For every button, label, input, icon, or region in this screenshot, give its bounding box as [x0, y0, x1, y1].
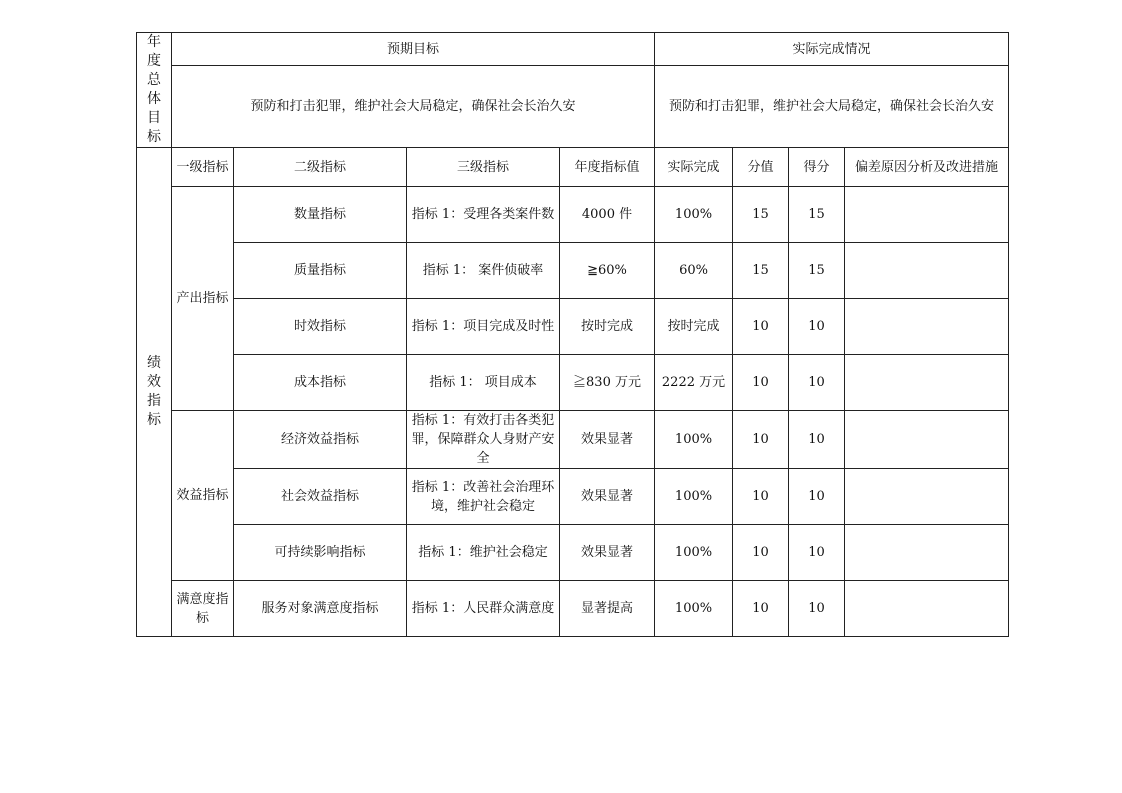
- score-cell: 10: [789, 411, 845, 469]
- score-value-cell: 10: [733, 299, 789, 355]
- deviation-cell: [845, 243, 1009, 299]
- level3-cell: 指标 1：改善社会治理环境，维护社会稳定: [407, 469, 560, 525]
- performance-indicators-label: 绩效指标: [137, 148, 172, 637]
- score-cell: 15: [789, 187, 845, 243]
- score-value-cell: 10: [733, 469, 789, 525]
- actual-cell: 100%: [655, 581, 733, 637]
- actual-cell: 100%: [655, 469, 733, 525]
- score-value-cell: 10: [733, 411, 789, 469]
- level3-cell: 指标 1： 项目成本: [407, 355, 560, 411]
- score-value-cell: 15: [733, 243, 789, 299]
- table-row: [137, 525, 1009, 581]
- score-cell: 10: [789, 525, 845, 581]
- group-output-label: 产出指标: [172, 187, 234, 411]
- performance-table: [136, 32, 1009, 637]
- group-benefit-label: 效益指标: [172, 411, 234, 581]
- deviation-cell: [845, 525, 1009, 581]
- level2-cell: 成本指标: [234, 355, 407, 411]
- score-cell: 10: [789, 581, 845, 637]
- header-annual-value: 年度指标值: [560, 148, 655, 187]
- actual-cell: 60%: [655, 243, 733, 299]
- deviation-cell: [845, 187, 1009, 243]
- level2-cell: 可持续影响指标: [234, 525, 407, 581]
- actual-completion-text: 预防和打击犯罪，维护社会大局稳定，确保社会长治久安: [655, 66, 1009, 148]
- deviation-cell: [845, 469, 1009, 525]
- annual-value-cell: 效果显著: [560, 411, 655, 469]
- table-row: [137, 411, 1009, 469]
- table-row: [137, 581, 1009, 637]
- deviation-cell: [845, 355, 1009, 411]
- deviation-cell: [845, 581, 1009, 637]
- score-value-cell: 10: [733, 355, 789, 411]
- annual-value-cell: ≧60%: [560, 243, 655, 299]
- score-cell: 10: [789, 299, 845, 355]
- annual-value-cell: 按时完成: [560, 299, 655, 355]
- header-actual: 实际完成: [655, 148, 733, 187]
- level3-cell: 指标 1：有效打击各类犯罪，保障群众人身财产安全: [407, 411, 560, 469]
- deviation-cell: [845, 299, 1009, 355]
- score-cell: 10: [789, 469, 845, 525]
- level2-cell: 社会效益指标: [234, 469, 407, 525]
- actual-cell: 100%: [655, 187, 733, 243]
- score-cell: 10: [789, 355, 845, 411]
- annual-value-cell: 显著提高: [560, 581, 655, 637]
- level3-cell: 指标 1： 案件侦破率: [407, 243, 560, 299]
- annual-value-cell: 效果显著: [560, 525, 655, 581]
- actual-cell: 2222 万元: [655, 355, 733, 411]
- actual-cell: 100%: [655, 411, 733, 469]
- group-satisfaction-label: 满意度指标: [172, 581, 234, 637]
- annual-value-cell: 4000 件: [560, 187, 655, 243]
- level2-cell: 服务对象满意度指标: [234, 581, 407, 637]
- table-row: [137, 299, 1009, 355]
- table-row: [137, 469, 1009, 525]
- actual-cell: 按时完成: [655, 299, 733, 355]
- score-value-cell: 15: [733, 187, 789, 243]
- annual-value-cell: 效果显著: [560, 469, 655, 525]
- level3-cell: 指标 1：项目完成及时性: [407, 299, 560, 355]
- level2-cell: 经济效益指标: [234, 411, 407, 469]
- header-score-value: 分值: [733, 148, 789, 187]
- header-level1: 一级指标: [172, 148, 234, 187]
- header-level2: 二级指标: [234, 148, 407, 187]
- level2-cell: 时效指标: [234, 299, 407, 355]
- deviation-cell: [845, 411, 1009, 469]
- score-value-cell: 10: [733, 581, 789, 637]
- table-row: [137, 355, 1009, 411]
- expected-goal-text: 预防和打击犯罪，维护社会大局稳定，确保社会长治久安: [172, 66, 655, 148]
- level3-cell: 指标 1：人民群众满意度: [407, 581, 560, 637]
- score-value-cell: 10: [733, 525, 789, 581]
- header-score: 得分: [789, 148, 845, 187]
- level2-cell: 质量指标: [234, 243, 407, 299]
- table-row: [137, 187, 1009, 243]
- overall-goal-label: 年度总体目标: [137, 33, 172, 148]
- header-deviation: 偏差原因分析及改进措施: [845, 148, 1009, 187]
- level3-cell: 指标 1：受理各类案件数: [407, 187, 560, 243]
- annual-value-cell: ≧830 万元: [560, 355, 655, 411]
- level3-cell: 指标 1：维护社会稳定: [407, 525, 560, 581]
- actual-completion-header: 实际完成情况: [655, 33, 1009, 66]
- table-row: [137, 243, 1009, 299]
- expected-goal-header: 预期目标: [172, 33, 655, 66]
- level2-cell: 数量指标: [234, 187, 407, 243]
- actual-cell: 100%: [655, 525, 733, 581]
- score-cell: 15: [789, 243, 845, 299]
- header-level3: 三级指标: [407, 148, 560, 187]
